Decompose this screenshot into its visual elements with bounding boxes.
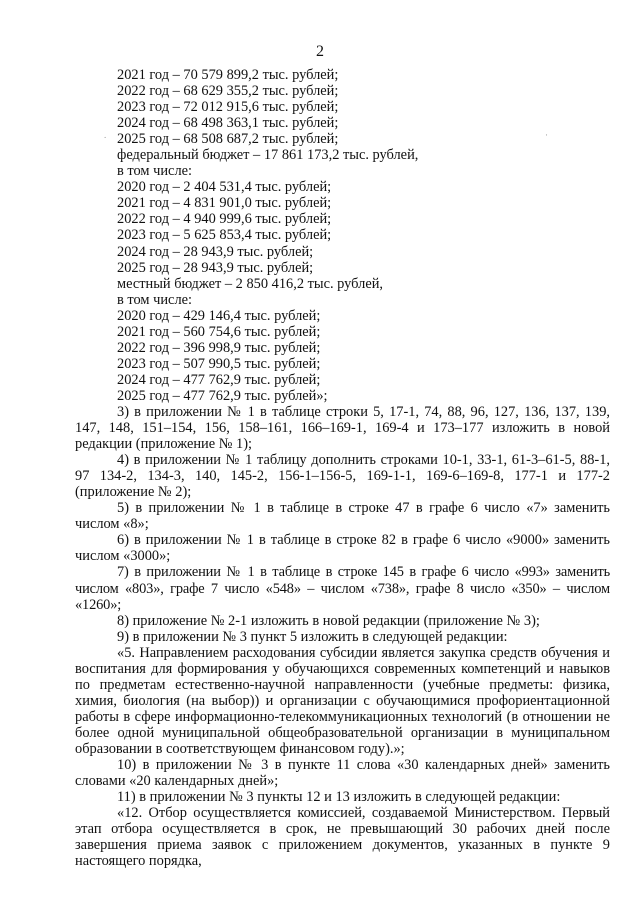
local-budget-heading: местный бюджет – 2 850 416,2 тыс. рублей,	[117, 275, 384, 292]
federal-year-line: 2022 год – 4 940 999,6 тыс. рублей;	[117, 211, 332, 228]
margin-mark: .	[104, 130, 107, 140]
federal-budget-heading: федеральный бюджет – 17 861 173,2 тыс. рублей,	[117, 147, 419, 164]
local-year-line: 2024 год – 477 762,9 тыс. рублей;	[117, 371, 321, 388]
amendment-item-7: 7) в приложении № 1 в таблице в строке 145 в графе 6 число «993» заменить числом «803», графе 7 число «548» – числом «738», графе 8 число «350» – числом «1260»;	[75, 564, 610, 613]
local-year-line: 2023 год – 507 990,5 тыс. рублей;	[117, 355, 321, 372]
local-year-line: 2022 год – 396 998,9 тыс. рублей;	[117, 339, 321, 356]
budget-total-line: 2024 год – 68 498 363,1 тыс. рублей;	[117, 115, 339, 132]
document-body	[75, 67, 610, 869]
federal-in-that-label: в том числе:	[117, 163, 193, 180]
budget-total-line: 2023 год – 72 012 915,6 тыс. рублей;	[117, 99, 339, 116]
federal-year-line: 2021 год – 4 831 901,0 тыс. рублей;	[117, 195, 332, 212]
amendment-item-9-quote: «5. Направлением расходования субсидии является закупка средств обучения и воспитания для формирования у обучающихся современных компетенций и навыков по предметам естественно-научной направленности (учебные предметы: физика, химия, биология (на выбор)) и организации с обучающимися профориентационной работы в сфере информационно-телекоммуникационных технологий (в отношении не более одной муниципальной общеобразовательной организации в муниципальном образовании в соответствующем финансовом году).»;	[75, 644, 610, 757]
budget-total-line: 2021 год – 70 579 899,2 тыс. рублей;	[117, 67, 339, 83]
local-in-that-label: в том числе:	[117, 291, 193, 308]
local-year-line: 2021 год – 560 754,6 тыс. рублей;	[117, 323, 321, 340]
margin-mark: ·	[545, 130, 548, 140]
federal-year-line: 2020 год – 2 404 531,4 тыс. рублей;	[117, 179, 332, 196]
amendment-item-8: 8) приложение № 2-1 изложить в новой редакции (приложение № 3);	[117, 612, 540, 629]
page-number: 2	[316, 43, 324, 60]
amendment-item-10: 10) в приложении № 3 в пункте 11 слова «30 календарных дней» заменить словами «20 календарных дней»;	[75, 757, 610, 790]
amendment-item-6: 6) в приложении № 1 в таблице в строке 82 в графе 6 число «9000» заменить числом «3000»;	[75, 532, 610, 565]
amendment-item-11-quote: «12. Отбор осуществляется комиссией, создаваемой Министерством. Первый этап отбора осуществляется в срок, не превышающий 30 рабочих дней после завершения приема заявок с приложением документов, указанных в пункте 9 настоящего порядка,	[75, 805, 610, 870]
budget-total-line: 2025 год – 68 508 687,2 тыс. рублей;	[117, 131, 339, 148]
federal-year-line: 2025 год – 28 943,9 тыс. рублей;	[117, 259, 314, 276]
local-year-line: 2025 год – 477 762,9 тыс. рублей»;	[117, 387, 328, 404]
amendment-item-4: 4) в приложении № 1 таблицу дополнить строками 10-1, 33-1, 61-3–61-5, 88-1, 97 134-2, 134-3, 140, 145-2, 156-1–156-5, 169-1-1, 169-6–169-8, 177-1 и 177-2 (приложение № 2);	[75, 452, 610, 501]
amendment-item-5: 5) в приложении № 1 в таблице в строке 47 в графе 6 число «7» заменить числом «8»;	[75, 500, 610, 533]
amendment-item-11: 11) в приложении № 3 пункты 12 и 13 изложить в следующей редакции:	[117, 789, 561, 806]
local-year-line: 2020 год – 429 146,4 тыс. рублей;	[117, 307, 321, 324]
federal-year-line: 2023 год – 5 625 853,4 тыс. рублей;	[117, 227, 332, 244]
federal-year-line: 2024 год – 28 943,9 тыс. рублей;	[117, 243, 314, 260]
budget-total-line: 2022 год – 68 629 355,2 тыс. рублей;	[117, 83, 339, 100]
amendment-item-3: 3) в приложении № 1 в таблице строки 5, 17-1, 74, 88, 96, 127, 136, 137, 139, 147, 148, 151–154, 156, 158–161, 166–169-1, 169-4 и 173–177 изложить в новой редакции (приложение № 1);	[75, 403, 610, 453]
amendment-item-9: 9) в приложении № 3 пункт 5 изложить в следующей редакции:	[117, 628, 508, 645]
